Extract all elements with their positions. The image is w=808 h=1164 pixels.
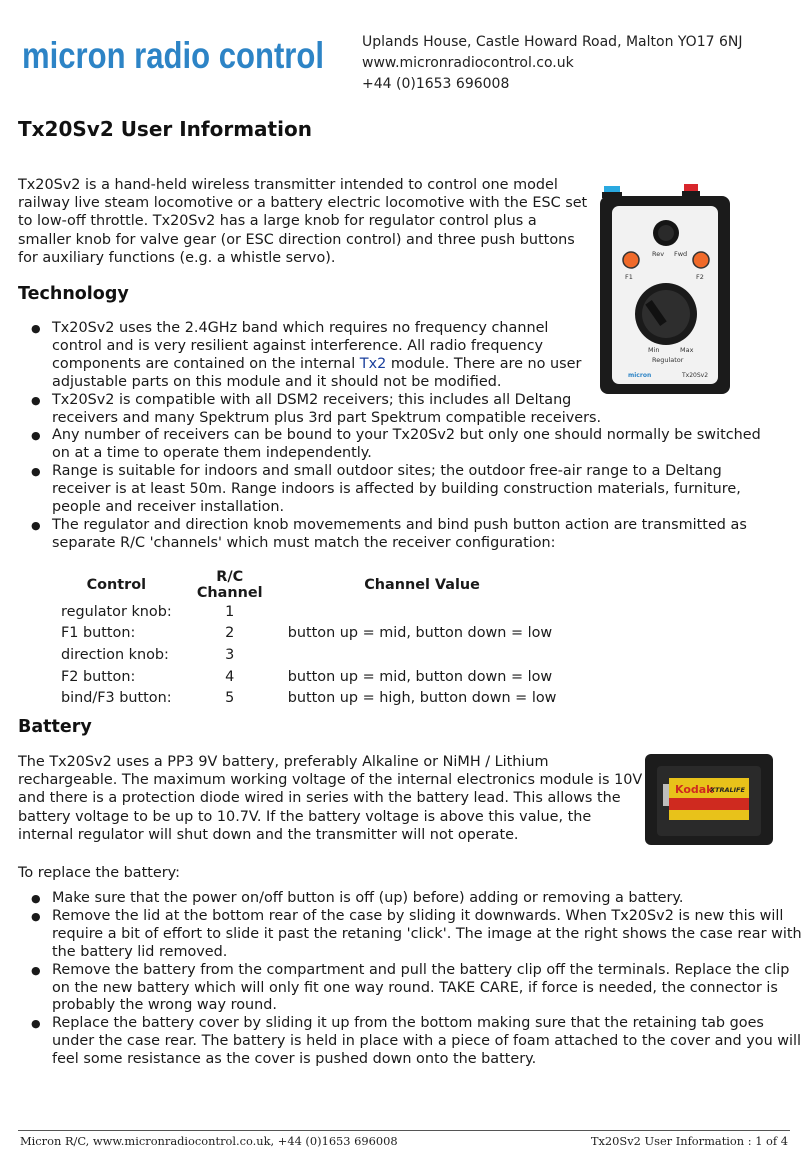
footer-page-info: Tx20Sv2 User Information : 1 of 4 bbox=[590, 1134, 788, 1148]
bullet-line: ● Range is suitable for indoors and small outdoor sites; the outdoor free-air range to a Deltang bbox=[52, 463, 722, 480]
technology-bullet bbox=[0, 517, 761, 553]
technology-bullet bbox=[0, 320, 761, 392]
bullet-line: adjustable parts on this module and it should not be modified. bbox=[52, 373, 502, 390]
bullet-line: feel some resistance as the cover is pushed down onto the battery. bbox=[52, 1051, 537, 1068]
bullet-line: control and is very resilient against interference. All radio frequency bbox=[52, 337, 544, 354]
device-label-regulator: Regulator bbox=[652, 356, 684, 364]
replace-intro: To replace the battery: bbox=[18, 865, 180, 881]
channel-cell: 4 bbox=[225, 668, 235, 685]
battery-compartment-photo bbox=[645, 754, 773, 845]
device-label-f2: F2 bbox=[696, 273, 704, 281]
table-row bbox=[55, 666, 562, 688]
battery-line: The Tx20Sv2 uses a PP3 9V battery, preferably Alkaline or NiMH / Lithium bbox=[18, 754, 549, 770]
table-row bbox=[55, 601, 562, 623]
footer-company: Micron R/C, www.micronradiocontrol.co.uk, +44 (0)1653 696008 bbox=[20, 1134, 398, 1148]
bullet-line: require a bit of effort to slide it past the retaning 'click'. The image at the right shows the case rear with bbox=[52, 925, 802, 942]
bullet-line: receiver is at least 50m. Range indoors is affected by building construction materials, furniture, bbox=[52, 481, 741, 498]
company-phone: +44 (0)1653 696008 bbox=[362, 76, 510, 92]
table-row bbox=[55, 623, 562, 645]
bullet-line: under the case rear. The battery is held in place with a piece of foam attached to the cover and you will bbox=[52, 1033, 802, 1050]
battery-line: and there is a protection diode wired in series with the battery lead. This allows the bbox=[18, 790, 621, 807]
intro-line: railway live steam locomotive or a battery electric locomotive with the ESC set bbox=[18, 195, 588, 212]
value-cell bbox=[282, 644, 563, 666]
technology-bullet bbox=[0, 427, 761, 463]
technology-bullet bbox=[0, 392, 761, 428]
technology-bullet bbox=[0, 463, 761, 517]
device-brand: micron bbox=[628, 372, 652, 379]
battery-brand: Kodak bbox=[675, 783, 714, 796]
intro-line: for auxiliary functions (e.g. a whistle servo). bbox=[18, 249, 336, 266]
control-cell: F2 button: bbox=[61, 668, 136, 685]
intro-line: smaller knob for valve gear (or ESC direction control) and three push buttons bbox=[18, 231, 575, 248]
value-cell bbox=[282, 601, 563, 623]
value-cell: button up = high, button down = low bbox=[287, 690, 557, 707]
page-title: Tx20Sv2 User Information bbox=[18, 117, 312, 141]
tx2-link[interactable]: Tx2 bbox=[359, 355, 387, 372]
control-cell: direction knob: bbox=[61, 646, 169, 663]
bullet-line: separate R/C 'channels' which must match the receiver configuration: bbox=[52, 534, 556, 551]
intro-line: to low-off throttle. Tx20Sv2 has a large knob for regulator control plus a bbox=[18, 213, 537, 230]
replace-step bbox=[0, 890, 802, 908]
control-cell: bind/F3 button: bbox=[61, 690, 172, 707]
column-header-control: Control bbox=[86, 577, 147, 593]
control-cell: F1 button: bbox=[61, 625, 136, 642]
bullet-line: ● Remove the battery from the compartment and pull the battery clip off the terminals. Replace the clip bbox=[52, 961, 790, 978]
device-label-min: Min bbox=[648, 346, 660, 354]
intro-paragraph bbox=[18, 176, 587, 267]
bullet-line bbox=[52, 356, 761, 374]
bullet-line: ● Remove the lid at the bottom rear of the case by sliding it downwards. When Tx20Sv2 is new this will bbox=[52, 907, 784, 924]
channel-table-header bbox=[55, 569, 562, 601]
bullet-line: ● Tx20Sv2 uses the 2.4GHz band which requires no frequency channel bbox=[52, 320, 549, 336]
value-cell: button up = mid, button down = low bbox=[287, 625, 553, 642]
replace-step bbox=[0, 908, 802, 962]
bullet-line: ● Any number of receivers can be bound to your Tx20Sv2 but only one should normally be switched bbox=[52, 427, 761, 444]
device-label-max: Max bbox=[680, 346, 694, 354]
channel-cell: 3 bbox=[225, 646, 235, 663]
logo-text: micron radio control bbox=[22, 35, 324, 76]
company-address-block bbox=[362, 32, 742, 95]
channel-cell: 5 bbox=[225, 690, 235, 707]
battery-line: battery voltage to be up to 10.7V. If the battery voltage is above this value, the bbox=[18, 808, 592, 825]
replace-step bbox=[0, 962, 802, 1016]
bullet-line: receivers and many Spektrum plus 3rd part Spektrum compatible receivers. bbox=[52, 409, 602, 426]
device-label-f1: F1 bbox=[625, 273, 633, 281]
channel-table bbox=[55, 569, 562, 709]
technology-heading: Technology bbox=[18, 284, 129, 304]
battery-line-name: XTRALIFE bbox=[710, 786, 745, 794]
table-row bbox=[55, 687, 562, 709]
battery-paragraph bbox=[18, 753, 642, 844]
column-header-channel-value: Channel Value bbox=[364, 577, 480, 593]
bullet-line: ● The regulator and direction knob movemements and bind push button action are transmitted as bbox=[52, 516, 747, 533]
intro-line: Tx20Sv2 is a hand-held wireless transmitter intended to control one model bbox=[18, 177, 558, 193]
value-cell: button up = mid, button down = low bbox=[287, 668, 553, 685]
device-label-rev: Rev bbox=[652, 250, 665, 258]
bullet-line: the battery lid removed. bbox=[52, 943, 228, 960]
battery-line: internal regulator will shut down and the transmitter will not operate. bbox=[18, 826, 519, 843]
replace-steps-list bbox=[0, 890, 802, 1069]
battery-line: rechargeable. The maximum working voltage of the internal electronics module is 10V bbox=[18, 772, 643, 789]
replace-step bbox=[0, 1015, 802, 1069]
device-model: Tx20Sv2 bbox=[682, 372, 709, 379]
bullet-line: on the new battery which will only fit one way round. TAKE CARE, if force is needed, the connector is bbox=[52, 979, 778, 996]
bullet-line: ● Replace the battery cover by sliding it up from the bottom making sure that the retaining tab goes bbox=[52, 1015, 764, 1032]
channel-cell: 2 bbox=[225, 625, 235, 642]
table-row bbox=[55, 644, 562, 666]
bullet-text: module. There are no user bbox=[386, 355, 582, 372]
company-address: Uplands House, Castle Howard Road, Malton YO17 6NJ bbox=[362, 34, 743, 50]
micron-logo bbox=[22, 32, 327, 90]
bullet-line: on at a time to operate them independently. bbox=[52, 445, 372, 462]
control-cell: regulator knob: bbox=[61, 603, 172, 620]
bullet-line: people and receiver installation. bbox=[52, 499, 285, 516]
device-label-fwd: Fwd bbox=[674, 250, 688, 258]
channel-cell: 1 bbox=[225, 603, 235, 620]
bullet-line: probably the wrong way round. bbox=[52, 997, 277, 1014]
bullet-line: ● Tx20Sv2 is compatible with all DSM2 receivers; this includes all Deltang bbox=[52, 391, 572, 408]
bullet-line: ● Make sure that the power on/off button is off (up) before) adding or removing a battery. bbox=[52, 890, 684, 906]
battery-heading: Battery bbox=[18, 717, 92, 737]
column-header-rc-channel: R/C Channel bbox=[196, 569, 263, 601]
company-website: www.micronradiocontrol.co.uk bbox=[362, 55, 574, 71]
footer-divider bbox=[18, 1130, 790, 1131]
technology-list bbox=[0, 320, 761, 553]
bullet-text: components are contained on the internal bbox=[52, 355, 360, 372]
